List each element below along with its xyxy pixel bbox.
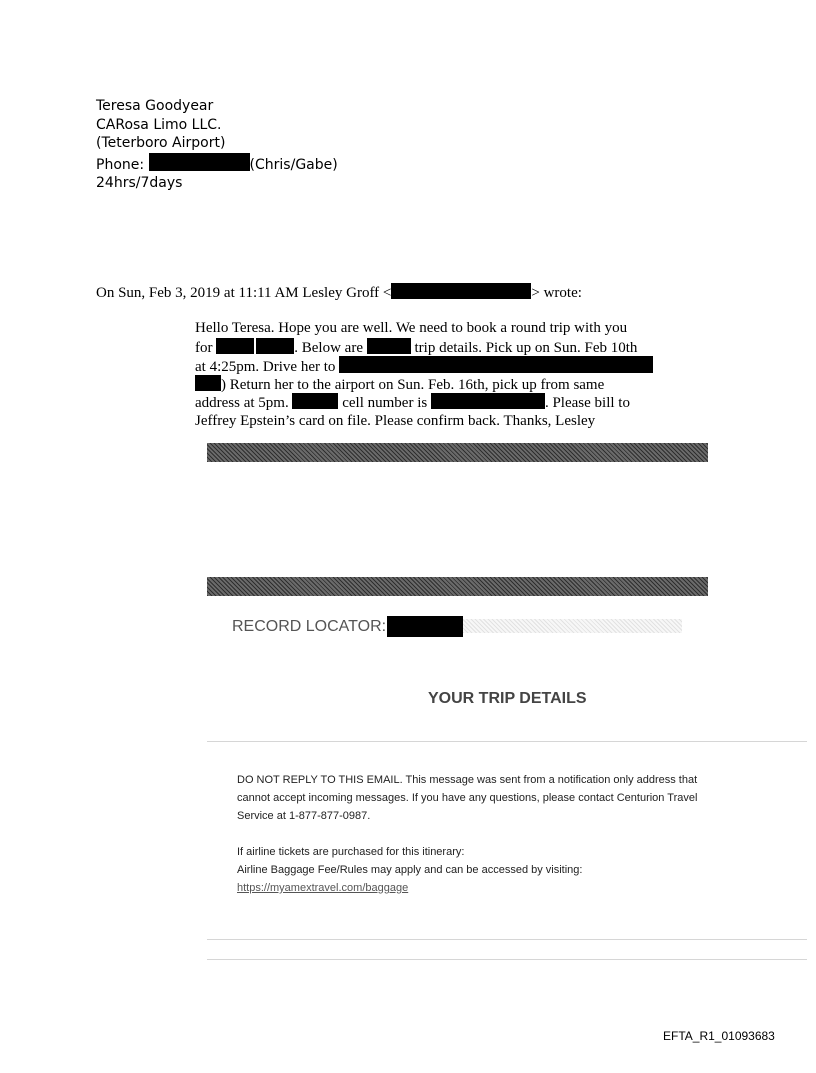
redaction-block	[195, 375, 221, 391]
baggage-link[interactable]: https://myamextravel.com/baggage	[237, 882, 409, 894]
quoted-message	[195, 319, 695, 430]
redaction-block	[431, 393, 545, 409]
header-bar-bottom	[207, 577, 708, 596]
message-line	[195, 393, 695, 412]
phone-suffix: (Chris/Gabe)	[249, 156, 338, 173]
reply-header-suffix: > wrote:	[531, 285, 582, 301]
redaction-block	[256, 338, 294, 354]
message-line	[195, 338, 695, 357]
message-fragment: . Please bill to	[544, 395, 630, 411]
redaction-block	[292, 393, 338, 409]
signature-company: CARosa Limo LLC.	[96, 116, 222, 133]
no-reply-notice	[237, 771, 777, 897]
message-fragment: address at 5pm.	[195, 395, 289, 411]
notice-line: Service at 1-877-877-0987.	[237, 810, 371, 822]
trip-details-title: YOUR TRIP DETAILS	[428, 690, 587, 707]
message-line: Hello Teresa. Hope you are well. We need to book a round trip with you	[195, 320, 628, 336]
message-fragment: . Below are	[294, 339, 363, 356]
notice-line: Airline Baggage Fee/Rules may apply and can be accessed by visiting:	[237, 864, 583, 876]
notice-spacer	[237, 825, 777, 843]
message-fragment: trip details. Pick up on Sun. Feb 10th	[414, 339, 638, 356]
redaction-block	[367, 338, 411, 354]
message-fragment: ) Return her to the airport on Sun. Feb. 16th, pick up from same	[221, 376, 605, 393]
redaction-block	[216, 338, 254, 354]
signature-location: (Teterboro Airport)	[96, 135, 226, 151]
redaction-block	[387, 616, 463, 637]
signature-hours: 24hrs/7days	[96, 175, 183, 191]
document-id: EFTA_R1_01093683	[663, 1029, 775, 1043]
divider	[207, 741, 807, 742]
notice-line: DO NOT REPLY TO THIS EMAIL. This message was sent from a notification only address that	[237, 774, 698, 786]
notice-line: If airline tickets are purchased for this itinerary:	[237, 846, 465, 858]
message-fragment: for	[195, 339, 213, 356]
signature-phone	[96, 153, 338, 175]
redaction-block	[339, 356, 653, 373]
message-line	[195, 356, 695, 375]
message-line	[195, 375, 695, 394]
redaction-block	[391, 283, 531, 299]
email-signature	[96, 97, 338, 193]
notice-line: cannot accept incoming messages. If you have any questions, please contact Centurion Travel	[237, 792, 698, 804]
message-line: Jeffrey Epstein’s card on file. Please confirm back. Thanks, Lesley	[195, 412, 596, 429]
signature-name: Teresa Goodyear	[96, 98, 214, 114]
redaction-block	[149, 153, 250, 171]
message-fragment: at 4:25pm. Drive her to	[195, 359, 336, 375]
record-locator-field-bg	[463, 619, 682, 633]
reply-header-prefix: On Sun, Feb 3, 2019 at 11:11 AM Lesley Groff <	[96, 285, 392, 301]
divider	[207, 959, 807, 960]
record-locator	[232, 618, 386, 636]
divider	[207, 939, 807, 940]
reply-header	[96, 283, 582, 302]
header-bar-top	[207, 443, 708, 462]
record-locator-label: RECORD LOCATOR:	[232, 618, 387, 635]
phone-label: Phone:	[96, 156, 145, 173]
message-fragment: cell number is	[342, 395, 428, 411]
